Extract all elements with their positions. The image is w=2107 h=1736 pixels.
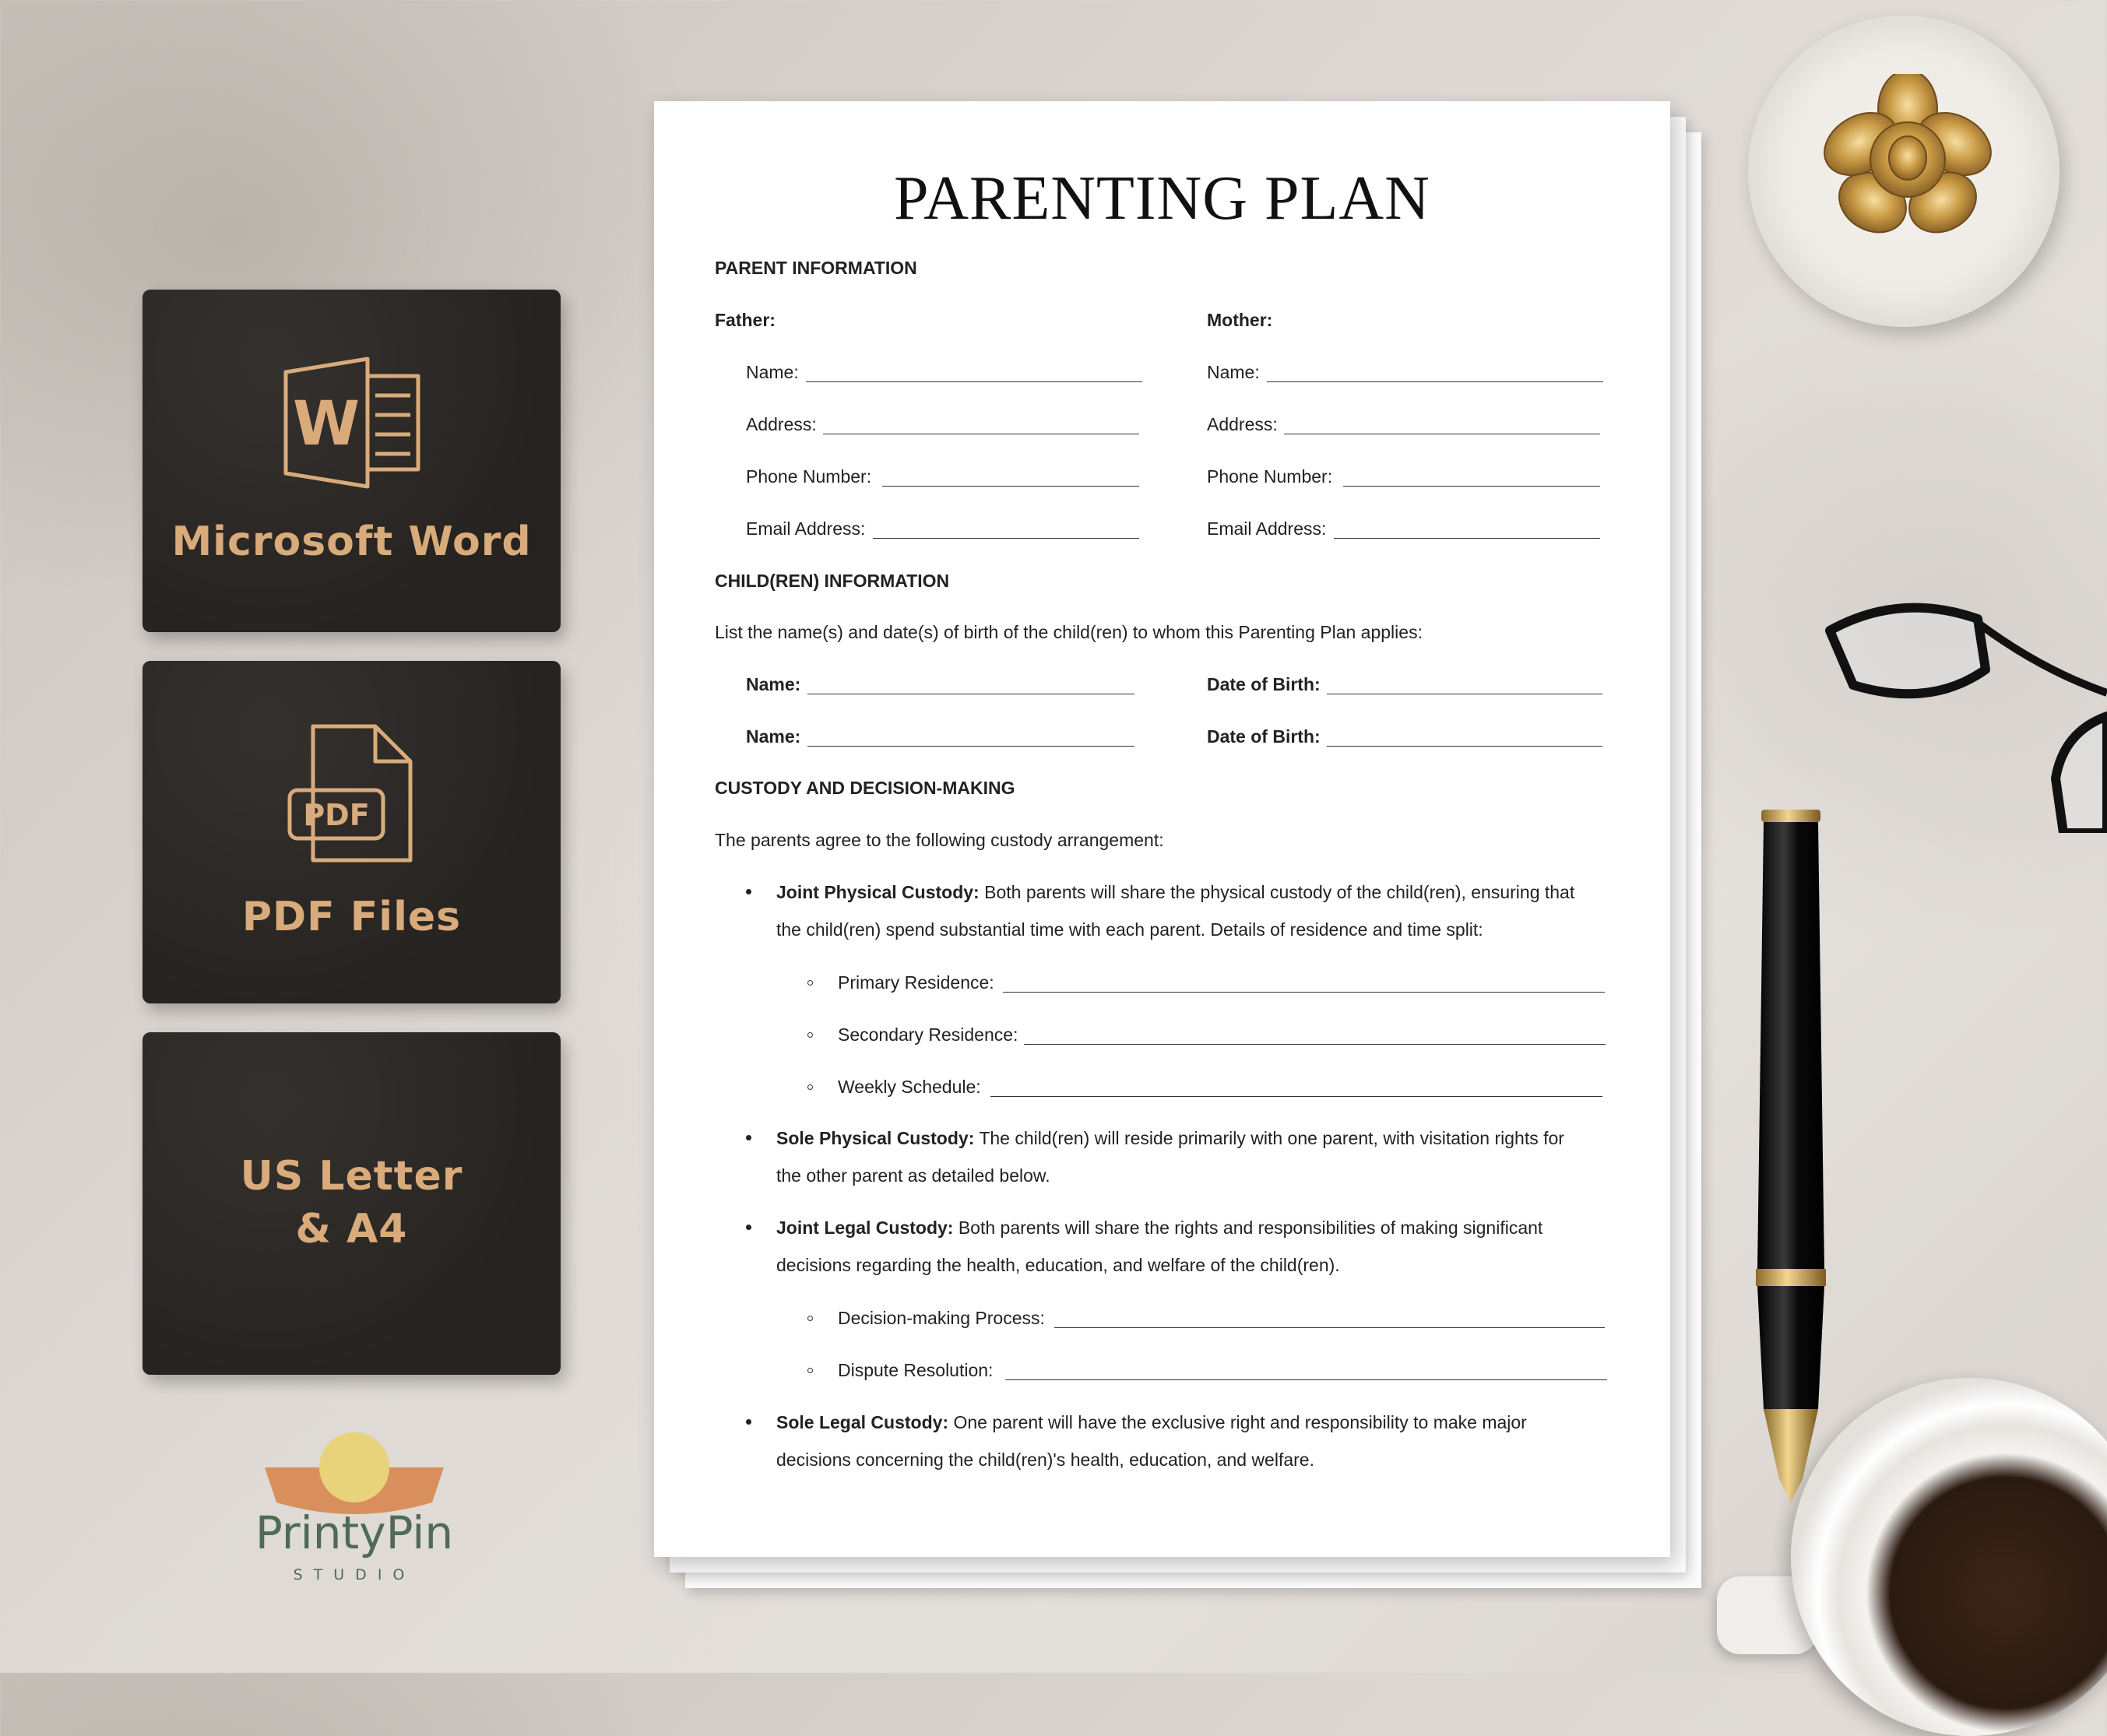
decision-process-label: Decision-making Process: — [838, 1308, 1045, 1328]
weekly-schedule-label: Weekly Schedule: — [838, 1077, 981, 1097]
sub-bullet-icon — [807, 1316, 813, 1321]
sole-legal-line-2: decisions concerning the child(ren)'s health, education, and welfare. — [776, 1450, 1314, 1470]
joint-physical-line-1: Joint Physical Custody: Both parents will share the physical custody of the child(ren), ensuring that — [776, 882, 1575, 902]
father-name-line — [806, 381, 1142, 382]
joint-legal-line-1: Joint Legal Custody: Both parents will share the rights and responsibilities of making significant — [776, 1218, 1543, 1238]
brand-logo — [234, 1432, 475, 1588]
sole-physical-line-1: Sole Physical Custody: The child(ren) will reside primarily with one parent, with visitation rights for — [776, 1128, 1564, 1148]
feature-card-word — [142, 290, 561, 632]
sole-legal-line-1: Sole Legal Custody: One parent will have the exclusive right and responsibility to make major — [776, 1412, 1527, 1432]
father-address-label: Address: — [746, 414, 817, 434]
child-dob-label: Date of Birth: — [1207, 726, 1321, 747]
father-phone-label: Phone Number: — [746, 466, 872, 487]
sub-bullet-icon — [807, 1368, 813, 1373]
feature-card-size — [142, 1032, 561, 1375]
feature-label: US Letter & A4 — [240, 1153, 463, 1253]
fountain-pen-icon — [1740, 802, 1841, 1502]
word-icon — [278, 353, 426, 493]
pdf-file-icon — [282, 720, 422, 868]
mother-email-label: Email Address: — [1207, 518, 1327, 539]
joint-legal-line-2: decisions regarding the health, education, and welfare of the child(ren). — [776, 1255, 1340, 1275]
section-heading-children: CHILD(REN) INFORMATION — [715, 571, 950, 591]
document-title: PARENTING PLAN — [894, 164, 1430, 233]
bullet-icon — [746, 1135, 751, 1140]
child-name-line — [807, 746, 1134, 747]
feature-card-pdf — [142, 661, 561, 1003]
father-email-line — [873, 538, 1139, 539]
decision-process-line — [1054, 1327, 1605, 1328]
feature-label: PDF Files — [241, 894, 462, 941]
child-name-label: Name: — [746, 726, 801, 747]
sub-bullet-icon — [807, 1032, 813, 1038]
primary-residence-line — [1003, 992, 1605, 993]
mother-address-label: Address: — [1207, 414, 1278, 434]
father-name-label: Name: — [746, 362, 799, 382]
mother-phone-label: Phone Number: — [1207, 466, 1333, 487]
mother-name-label: Name: — [1207, 362, 1260, 382]
custody-intro: The parents agree to the following custody arrangement: — [715, 830, 1164, 850]
svg-text:W: W — [292, 389, 360, 460]
document-page — [654, 101, 1670, 1557]
weekly-schedule-line — [990, 1096, 1602, 1097]
logo-brand: PrintyPin — [255, 1506, 454, 1559]
bullet-icon — [746, 1225, 751, 1230]
dispute-resolution-line — [1005, 1379, 1607, 1380]
feature-label: Microsoft Word — [171, 518, 532, 566]
section-heading-custody: CUSTODY AND DECISION-MAKING — [715, 778, 1015, 798]
gold-succulent-icon — [1822, 74, 1993, 245]
pdf-icon-text: PDF — [302, 798, 370, 833]
father-phone-line — [882, 486, 1139, 487]
mother-phone-line — [1343, 486, 1600, 487]
mother-email-line — [1334, 538, 1600, 539]
eyeglasses-icon — [1806, 576, 2107, 833]
primary-residence-label: Primary Residence: — [838, 972, 994, 993]
mother-name-line — [1267, 381, 1603, 382]
dispute-resolution-label: Dispute Resolution: — [838, 1360, 994, 1380]
bullet-icon — [746, 889, 751, 894]
father-email-label: Email Address: — [746, 518, 866, 539]
secondary-residence-label: Secondary Residence: — [838, 1024, 1018, 1045]
father-label: Father: — [715, 310, 776, 330]
child-name-label: Name: — [746, 674, 801, 694]
sub-bullet-icon — [807, 980, 813, 986]
children-intro: List the name(s) and date(s) of birth of the child(ren) to whom this Parenting Plan applies: — [715, 622, 1423, 642]
sole-physical-line-2: the other parent as detailed below. — [776, 1165, 1050, 1186]
bullet-icon — [746, 1419, 751, 1425]
sub-bullet-icon — [807, 1084, 813, 1090]
child-dob-label: Date of Birth: — [1207, 674, 1321, 694]
section-heading-parent: PARENT INFORMATION — [715, 258, 917, 278]
mother-label: Mother: — [1207, 310, 1273, 330]
child-dob-line — [1327, 746, 1602, 747]
logo-sub: STUDIO — [293, 1566, 416, 1583]
joint-physical-line-2: the child(ren) spend substantial time with each parent. Details of residence and time split: — [776, 919, 1483, 940]
logo-mark-icon — [234, 1432, 475, 1518]
secondary-residence-line — [1024, 1044, 1606, 1045]
